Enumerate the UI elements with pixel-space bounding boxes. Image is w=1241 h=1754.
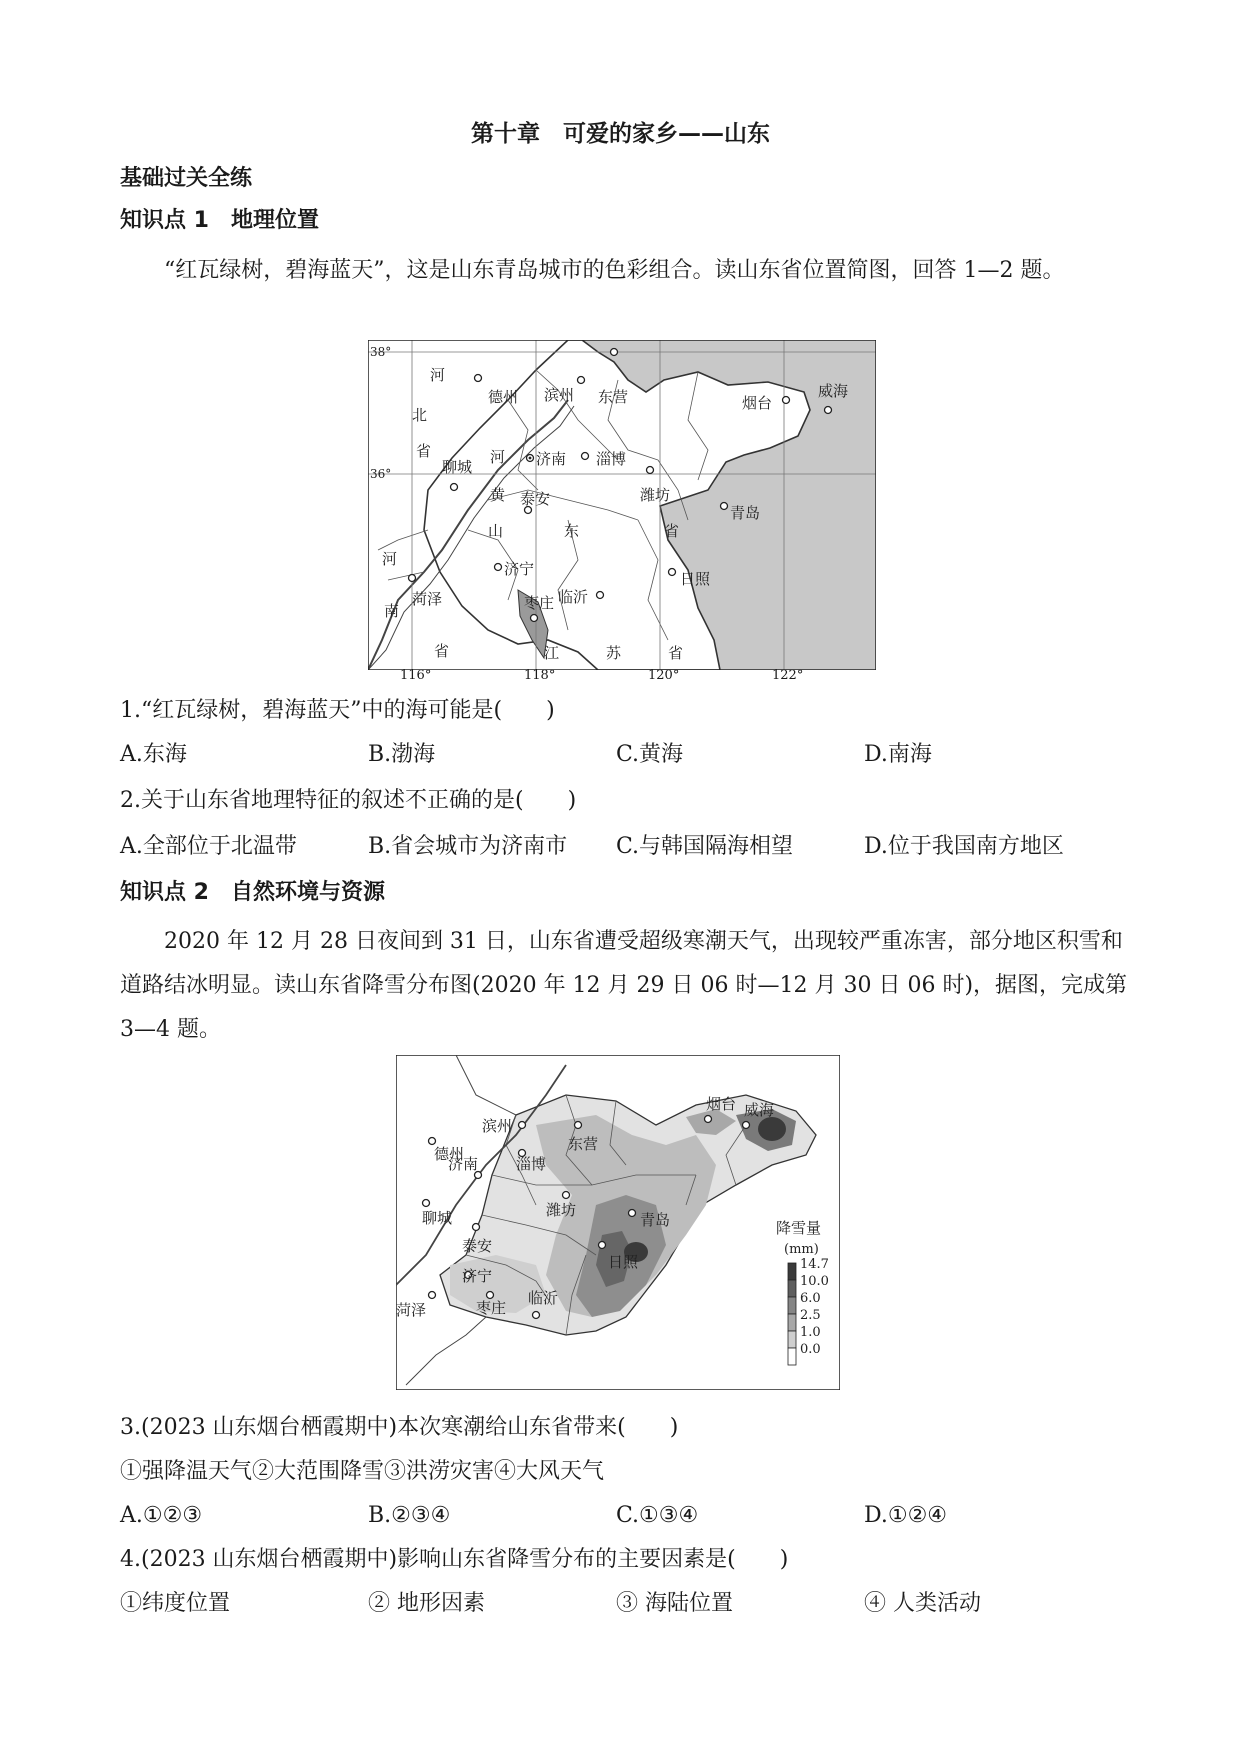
city-dot bbox=[487, 1292, 494, 1299]
label-dong: 东 bbox=[564, 522, 580, 540]
knowledge-point-1: 知识点 1 地理位置 bbox=[120, 208, 319, 233]
city-label-linyi: 临沂 bbox=[558, 588, 589, 606]
city-label-zibo-2: 淄博 bbox=[516, 1155, 547, 1173]
city-label-dezhou: 德州 bbox=[488, 388, 519, 406]
lon-label-118: 118° bbox=[524, 668, 556, 683]
city-label-yantai: 烟台 bbox=[742, 394, 773, 412]
city-label-jinan-2: 济南 bbox=[448, 1155, 479, 1173]
city-label-zaozhuang-2: 枣庄 bbox=[476, 1299, 507, 1317]
question-1-option-d: D.南海 bbox=[864, 742, 932, 767]
city-dot bbox=[519, 1122, 526, 1129]
legend-value: 10.0 bbox=[800, 1274, 829, 1289]
snowfall-distribution-map bbox=[396, 1055, 840, 1390]
question-3-option-c: C.①③④ bbox=[616, 1503, 699, 1528]
question-2-option-d: D.位于我国南方地区 bbox=[864, 834, 1064, 859]
city-dot bbox=[531, 615, 538, 622]
city-label-yantai-2: 烟台 bbox=[706, 1095, 737, 1113]
city-dot bbox=[423, 1200, 430, 1207]
label-jiang: 江 bbox=[544, 644, 560, 662]
intro-paragraph-2: 2020 年 12 月 28 日夜间到 31 日，山东省遭受超级寒潮天气，出现较严重冻害，部分地区积雪和道路结冰明显。读山东省降雪分布图(2020 年 12 月 29 日 06 时—12 月 30 日 06 时)，据图，完成第 3—4 题。 bbox=[120, 929, 1128, 1042]
legend-swatch bbox=[788, 1280, 796, 1297]
shandong-location-map bbox=[368, 340, 876, 670]
lat-label-36: 36° bbox=[370, 467, 392, 481]
city-label-heze: 菏泽 bbox=[412, 590, 443, 608]
lon-label-122: 122° bbox=[772, 668, 804, 683]
city-dot bbox=[825, 407, 832, 414]
city-label-binzhou: 滨州 bbox=[544, 386, 575, 404]
label-sheng-3: 省 bbox=[664, 522, 680, 540]
city-label-zaozhuang: 枣庄 bbox=[524, 594, 555, 612]
city-dot bbox=[629, 1210, 636, 1217]
question-4-option-3: ③ 海陆位置 bbox=[616, 1591, 733, 1616]
city-dot bbox=[451, 484, 458, 491]
city-label-qingdao: 青岛 bbox=[730, 504, 761, 522]
city-dot bbox=[563, 1192, 570, 1199]
city-dot bbox=[599, 1242, 606, 1249]
question-3-option-b: B.②③④ bbox=[368, 1503, 451, 1528]
city-label-weifang-2: 潍坊 bbox=[546, 1201, 577, 1219]
city-label-jining: 济宁 bbox=[504, 560, 535, 578]
question-3-items: ①强降温天气②大范围降雪③洪涝灾害④大风天气 bbox=[120, 1459, 605, 1484]
question-2-option-b: B.省会城市为济南市 bbox=[368, 834, 568, 859]
question-2-stem: 2.关于山东省地理特征的叙述不正确的是( ) bbox=[120, 788, 577, 813]
page-title: 第十章 可爱的家乡——山东 bbox=[471, 121, 770, 147]
city-dot bbox=[597, 592, 604, 599]
city-label-weihai: 威海 bbox=[818, 382, 849, 400]
city-dot bbox=[429, 1292, 436, 1299]
legend-swatch bbox=[788, 1348, 796, 1365]
legend-title: 降雪量 bbox=[776, 1219, 822, 1237]
city-dot bbox=[647, 467, 654, 474]
lon-label-116: 116° bbox=[400, 668, 432, 683]
city-label-heze-2: 菏泽 bbox=[396, 1301, 427, 1319]
legend-swatch bbox=[788, 1314, 796, 1331]
city-dot bbox=[533, 1312, 540, 1319]
legend-unit: (mm) bbox=[784, 1242, 819, 1257]
city-label-weifang: 潍坊 bbox=[640, 486, 671, 504]
city-label-liaocheng: 聊城 bbox=[442, 458, 473, 476]
city-dot bbox=[611, 349, 618, 356]
label-su: 苏 bbox=[606, 644, 622, 662]
city-dot bbox=[495, 564, 502, 571]
lon-label-120: 120° bbox=[648, 668, 680, 683]
legend-value: 2.5 bbox=[800, 1308, 821, 1323]
city-label-dongying-2: 东营 bbox=[568, 1135, 599, 1153]
city-label-qingdao-2: 青岛 bbox=[640, 1211, 671, 1229]
city-dot bbox=[783, 397, 790, 404]
question-2-option-a: A.全部位于北温带 bbox=[120, 834, 297, 859]
city-label-binzhou-2: 滨州 bbox=[482, 1117, 513, 1135]
legend-value: 1.0 bbox=[800, 1325, 821, 1340]
question-4-stem: 4.(2023 山东烟台栖霞期中)影响山东省降雪分布的主要因素是( ) bbox=[120, 1547, 789, 1572]
city-dot bbox=[475, 375, 482, 382]
city-dot bbox=[705, 1116, 712, 1123]
legend-swatch bbox=[788, 1331, 796, 1348]
question-1-option-c: C.黄海 bbox=[616, 742, 684, 767]
city-dot bbox=[669, 569, 676, 576]
city-dot bbox=[721, 503, 728, 510]
city-label-taian: 泰安 bbox=[520, 490, 551, 508]
city-label-weihai-2: 威海 bbox=[744, 1101, 775, 1119]
label-shan: 山 bbox=[488, 522, 504, 540]
legend-value: 6.0 bbox=[800, 1291, 821, 1306]
city-label-jining-2: 济宁 bbox=[462, 1267, 493, 1285]
city-label-liaocheng-2: 聊城 bbox=[422, 1209, 453, 1227]
city-dot bbox=[582, 453, 589, 460]
question-1-option-a: A.东海 bbox=[120, 742, 187, 767]
section-heading: 基础过关全练 bbox=[120, 166, 253, 191]
city-dot bbox=[409, 575, 416, 582]
city-label-zibo: 淄博 bbox=[596, 450, 627, 468]
label-huang: 黄 bbox=[490, 486, 506, 504]
legend-value: 0.0 bbox=[800, 1342, 821, 1357]
city-label-taian-2: 泰安 bbox=[462, 1237, 493, 1255]
city-dot bbox=[473, 1224, 480, 1231]
city-dot bbox=[575, 1122, 582, 1129]
city-label-dezhou-2: 德州 bbox=[434, 1145, 465, 1163]
question-3-option-a: A.①②③ bbox=[120, 1503, 203, 1528]
label-river-he: 河 bbox=[490, 448, 506, 466]
city-label-jinan-1: 济南 bbox=[536, 450, 567, 468]
city-dot bbox=[429, 1138, 436, 1145]
intro-paragraph-1: “红瓦绿树，碧海蓝天”，这是山东青岛城市的色彩组合。读山东省位置简图，回答 1—2 题。 bbox=[164, 258, 1065, 283]
label-nan: 南 bbox=[384, 602, 400, 620]
question-4-option-2: ② 地形因素 bbox=[368, 1591, 485, 1616]
knowledge-point-2: 知识点 2 自然环境与资源 bbox=[120, 880, 385, 905]
label-sheng-1: 省 bbox=[416, 442, 432, 460]
label-sheng-2: 省 bbox=[434, 642, 450, 660]
legend-swatch bbox=[788, 1297, 796, 1314]
city-label-rizhao: 日照 bbox=[680, 570, 711, 588]
city-dot bbox=[743, 1122, 750, 1129]
question-4-option-1: ①纬度位置 bbox=[120, 1591, 231, 1616]
question-1-stem: 1.“红瓦绿树，碧海蓝天”中的海可能是( ) bbox=[120, 698, 555, 723]
legend-swatch bbox=[788, 1263, 796, 1280]
label-sheng-4: 省 bbox=[668, 644, 684, 662]
question-4-option-4: ④ 人类活动 bbox=[864, 1591, 981, 1616]
city-label-dongying: 东营 bbox=[598, 388, 629, 406]
city-label-rizhao-2: 日照 bbox=[608, 1253, 639, 1271]
question-3-option-d: D.①②④ bbox=[864, 1503, 948, 1528]
label-bei: 北 bbox=[412, 406, 428, 424]
label-he-south: 河 bbox=[382, 550, 398, 568]
lat-label-38: 38° bbox=[370, 345, 392, 359]
city-label-linyi-2: 临沂 bbox=[528, 1289, 559, 1307]
label-he: 河 bbox=[430, 366, 446, 384]
city-dot bbox=[578, 377, 585, 384]
question-3-stem: 3.(2023 山东烟台栖霞期中)本次寒潮给山东省带来( ) bbox=[120, 1415, 679, 1440]
legend-value: 14.7 bbox=[800, 1257, 829, 1272]
question-2-option-c: C.与韩国隔海相望 bbox=[616, 834, 794, 859]
question-1-option-b: B.渤海 bbox=[368, 742, 436, 767]
